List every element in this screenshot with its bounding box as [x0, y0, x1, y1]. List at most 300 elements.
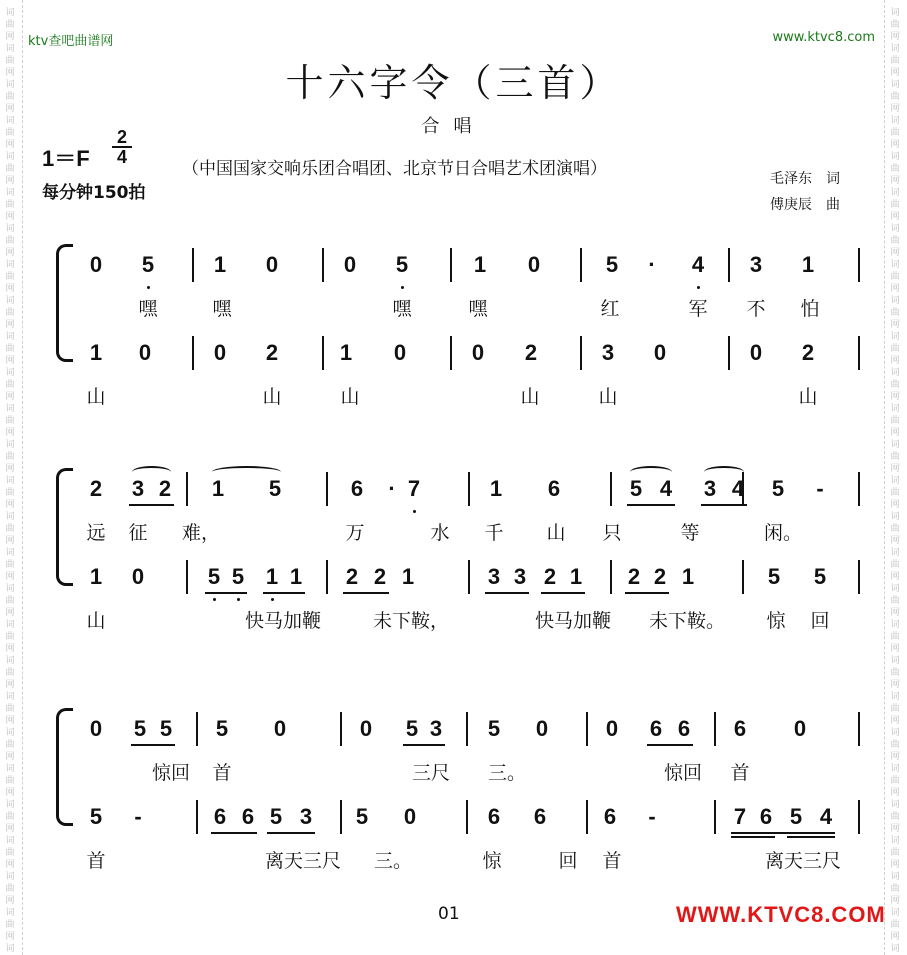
- side-watermark-glyph: 曲: [5, 308, 15, 318]
- lyric: 首: [602, 850, 622, 872]
- note: 5: [813, 564, 827, 589]
- side-watermark-glyph: 网: [890, 536, 900, 546]
- barline: [196, 712, 198, 746]
- side-watermark-glyph: 网: [5, 824, 15, 834]
- note: 3: [429, 716, 443, 741]
- side-watermark-glyph: 曲: [5, 668, 15, 678]
- beam-underline: [731, 832, 835, 834]
- note: 5: [629, 476, 643, 501]
- side-watermark-glyph: 词: [5, 476, 15, 486]
- note: 2: [373, 564, 387, 589]
- tie-arc: [212, 466, 281, 478]
- side-watermark-glyph: 网: [5, 248, 15, 258]
- note: 4: [819, 804, 833, 829]
- side-watermark-glyph: 曲: [5, 920, 15, 930]
- tempo-marking: 每分钟150拍: [42, 183, 146, 203]
- side-watermark-glyph: 词: [890, 872, 900, 882]
- side-watermark-glyph: 词: [5, 80, 15, 90]
- side-watermark-glyph: 词: [5, 512, 15, 522]
- lyric: 未下鞍。: [648, 610, 725, 632]
- side-watermark-glyph: 曲: [890, 272, 900, 282]
- watermark-right: www.ktvc8.com: [772, 30, 875, 45]
- note: 5: [269, 804, 283, 829]
- page-number: 01: [438, 904, 460, 924]
- side-watermark-glyph: 网: [5, 680, 15, 690]
- lyric: 难，: [181, 522, 220, 544]
- note: 5: [133, 716, 147, 741]
- song-subtitle: 合唱: [421, 116, 486, 137]
- side-watermark-glyph: 词: [890, 548, 900, 558]
- note: 4: [731, 476, 745, 501]
- beam-underline: [205, 592, 247, 594]
- note: 1: [473, 252, 487, 277]
- barline: [340, 800, 342, 834]
- side-watermark-glyph: 曲: [890, 920, 900, 930]
- side-watermark-glyph: 网: [890, 896, 900, 906]
- side-watermark-glyph: 词: [890, 692, 900, 702]
- side-watermark-glyph: 曲: [5, 884, 15, 894]
- note: 6: [677, 716, 691, 741]
- watermark-left: ktv查吧曲谱网: [28, 34, 114, 49]
- barline: [580, 336, 582, 370]
- side-watermark-glyph: 网: [890, 212, 900, 222]
- side-watermark-glyph: 网: [890, 464, 900, 474]
- side-watermark-glyph: 网: [5, 104, 15, 114]
- side-watermark-glyph: 网: [5, 608, 15, 618]
- note: 0: [535, 716, 549, 741]
- side-watermark-glyph: 网: [5, 932, 15, 942]
- beam-underline: [647, 744, 693, 746]
- side-watermark-glyph: 曲: [5, 380, 15, 390]
- octave-dot: [213, 598, 216, 601]
- side-watermark-glyph: 曲: [890, 776, 900, 786]
- side-watermark-glyph: 网: [890, 104, 900, 114]
- side-watermark-glyph: 网: [890, 32, 900, 42]
- lyric: 离天三尺: [264, 850, 341, 872]
- side-watermark-glyph: 曲: [5, 272, 15, 282]
- side-watermark-glyph: 曲: [890, 56, 900, 66]
- side-watermark-glyph: 网: [890, 788, 900, 798]
- barline: [466, 800, 468, 834]
- note: 1: [213, 252, 227, 277]
- note: 5: [789, 804, 803, 829]
- note: 0: [343, 252, 357, 277]
- side-watermark-glyph: 曲: [5, 56, 15, 66]
- side-watermark-glyph: 词: [5, 296, 15, 306]
- side-watermark-glyph: 网: [5, 32, 15, 42]
- lyric: 惊: [482, 850, 502, 872]
- note: 0: [403, 804, 417, 829]
- side-watermark-glyph: 词: [890, 368, 900, 378]
- note: 1: [211, 476, 225, 501]
- lyric: 三尺: [411, 762, 450, 784]
- side-watermark-glyph: 词: [5, 404, 15, 414]
- side-watermark-glyph: 曲: [890, 704, 900, 714]
- lyric: 三。: [373, 850, 412, 872]
- note: 0: [273, 716, 287, 741]
- barline: [326, 560, 328, 594]
- side-watermark-glyph: 曲: [5, 416, 15, 426]
- side-watermark-glyph: 曲: [5, 632, 15, 642]
- side-watermark-glyph: 网: [5, 176, 15, 186]
- note: 5: [605, 252, 619, 277]
- octave-dot: [147, 286, 150, 289]
- note: 5: [771, 476, 785, 501]
- side-watermark-glyph: 网: [890, 860, 900, 870]
- note: -: [648, 804, 656, 829]
- left-watermark-strip: [0, 0, 23, 955]
- beam-underline: [787, 836, 835, 838]
- side-watermark-glyph: 词: [890, 44, 900, 54]
- note: 7: [733, 804, 747, 829]
- note: 6: [533, 804, 547, 829]
- note: 3: [487, 564, 501, 589]
- side-watermark-glyph: 词: [5, 8, 15, 18]
- barline: [196, 800, 198, 834]
- note: 6: [547, 476, 561, 501]
- side-watermark-glyph: 曲: [890, 20, 900, 30]
- barline: [468, 472, 470, 506]
- lyric: 万: [345, 522, 365, 544]
- lyric: 山: [598, 386, 618, 408]
- octave-dot: [401, 286, 404, 289]
- side-watermark-glyph: 词: [5, 908, 15, 918]
- side-watermark-glyph: 曲: [890, 380, 900, 390]
- side-watermark-glyph: 词: [5, 44, 15, 54]
- side-watermark-glyph: 词: [890, 836, 900, 846]
- side-watermark-glyph: 词: [890, 224, 900, 234]
- barline: [192, 336, 194, 370]
- lyricist-credit: 毛泽东 词: [770, 171, 840, 187]
- side-watermark-glyph: 网: [890, 176, 900, 186]
- lyric: 征: [128, 522, 148, 544]
- barline: [450, 336, 452, 370]
- side-watermark-glyph: 曲: [5, 92, 15, 102]
- note: 1: [401, 564, 415, 589]
- side-watermark-glyph: 网: [5, 788, 15, 798]
- side-watermark-glyph: 网: [890, 392, 900, 402]
- lyric: 山: [262, 386, 282, 408]
- tie-arc: [630, 466, 672, 478]
- lyric: 嘿: [468, 298, 488, 320]
- lyric: 红: [600, 298, 620, 320]
- octave-dot: [271, 598, 274, 601]
- lyric: 山: [520, 386, 540, 408]
- side-watermark-glyph: 网: [5, 428, 15, 438]
- beam-underline: [627, 504, 675, 506]
- side-watermark-glyph: 曲: [890, 128, 900, 138]
- beam-underline: [541, 592, 585, 594]
- beam-underline: [731, 836, 775, 838]
- side-watermark-glyph: 曲: [890, 884, 900, 894]
- lyric: 首: [730, 762, 750, 784]
- side-watermark-glyph: 曲: [5, 560, 15, 570]
- side-watermark-glyph: 曲: [5, 200, 15, 210]
- barline: [858, 336, 860, 370]
- note: 1: [265, 564, 279, 589]
- side-watermark-glyph: 曲: [5, 344, 15, 354]
- side-watermark-glyph: 网: [890, 284, 900, 294]
- side-watermark-glyph: 网: [890, 824, 900, 834]
- note: 6: [649, 716, 663, 741]
- lyric: 快马加鞭: [244, 610, 321, 632]
- note: -: [134, 804, 142, 829]
- side-watermark-glyph: 词: [890, 260, 900, 270]
- side-watermark-glyph: 曲: [890, 308, 900, 318]
- note: 5: [215, 716, 229, 741]
- note: 1: [569, 564, 583, 589]
- barline: [610, 472, 612, 506]
- side-watermark-glyph: 网: [890, 140, 900, 150]
- note: 2: [524, 340, 538, 365]
- note: 2: [89, 476, 103, 501]
- note: 0: [131, 564, 145, 589]
- side-watermark-glyph: 曲: [890, 740, 900, 750]
- side-watermark-glyph: 网: [5, 860, 15, 870]
- lyric: 山: [86, 386, 106, 408]
- side-watermark-glyph: 网: [890, 248, 900, 258]
- note: 4: [691, 252, 705, 277]
- note: ·: [388, 476, 396, 501]
- octave-dot: [237, 598, 240, 601]
- side-watermark-glyph: 网: [5, 392, 15, 402]
- note: 6: [603, 804, 617, 829]
- side-watermark-glyph: 词: [5, 584, 15, 594]
- barline: [858, 248, 860, 282]
- side-watermark-glyph: 网: [5, 644, 15, 654]
- lyric: 怕: [800, 298, 820, 320]
- lyric: 未下鞍，: [372, 610, 449, 632]
- note: 0: [213, 340, 227, 365]
- system-brace: [56, 708, 73, 826]
- beam-underline: [211, 832, 257, 834]
- barline: [586, 800, 588, 834]
- note: 2: [158, 476, 172, 501]
- system-brace: [56, 244, 73, 362]
- side-watermark-glyph: 词: [5, 332, 15, 342]
- note: 2: [543, 564, 557, 589]
- note: 5: [231, 564, 245, 589]
- note: 5: [487, 716, 501, 741]
- side-watermark-glyph: 网: [890, 644, 900, 654]
- note: 1: [489, 476, 503, 501]
- note: 6: [733, 716, 747, 741]
- barline: [186, 472, 188, 506]
- note: 0: [138, 340, 152, 365]
- lyric: 嘿: [212, 298, 232, 320]
- note: 7: [407, 476, 421, 501]
- barline: [186, 560, 188, 594]
- lyric: 只: [602, 522, 622, 544]
- barline: [468, 560, 470, 594]
- barline: [610, 560, 612, 594]
- lyric: 远: [86, 522, 106, 544]
- beam-underline: [129, 504, 174, 506]
- side-watermark-glyph: 词: [890, 728, 900, 738]
- side-watermark-glyph: 网: [5, 716, 15, 726]
- note: 6: [241, 804, 255, 829]
- note: 5: [767, 564, 781, 589]
- side-watermark-glyph: 曲: [5, 452, 15, 462]
- note: 5: [395, 252, 409, 277]
- note: 5: [268, 476, 282, 501]
- beam-underline: [263, 592, 305, 594]
- side-watermark-glyph: 曲: [890, 164, 900, 174]
- beam-underline: [625, 592, 669, 594]
- lyric: 首: [212, 762, 232, 784]
- side-watermark-glyph: 词: [890, 764, 900, 774]
- lyric: 山: [546, 522, 566, 544]
- note: 5: [405, 716, 419, 741]
- side-watermark-glyph: 曲: [890, 596, 900, 606]
- side-watermark-glyph: 词: [890, 656, 900, 666]
- side-watermark-glyph: 词: [890, 152, 900, 162]
- note: 0: [471, 340, 485, 365]
- side-watermark-glyph: 网: [890, 752, 900, 762]
- note: 0: [749, 340, 763, 365]
- barline: [466, 712, 468, 746]
- beam-underline: [485, 592, 529, 594]
- note: 5: [141, 252, 155, 277]
- song-title: 十六字令（三首）: [285, 61, 622, 105]
- note: 2: [653, 564, 667, 589]
- side-watermark-glyph: 词: [890, 584, 900, 594]
- note: 0: [89, 716, 103, 741]
- note: 2: [801, 340, 815, 365]
- side-watermark-glyph: 词: [5, 116, 15, 126]
- footer-logo: WWW.KTVC8.COM: [676, 902, 886, 927]
- note: 1: [339, 340, 353, 365]
- side-watermark-glyph: 网: [5, 464, 15, 474]
- lyric: 闲。: [763, 522, 802, 544]
- side-watermark-glyph: 词: [890, 512, 900, 522]
- side-watermark-glyph: 网: [890, 716, 900, 726]
- beam-underline: [343, 592, 389, 594]
- note: ·: [648, 252, 656, 277]
- side-watermark-glyph: 词: [5, 800, 15, 810]
- time-signature-bottom: 4: [116, 147, 127, 167]
- note: 2: [627, 564, 641, 589]
- side-watermark-glyph: 网: [890, 500, 900, 510]
- side-watermark-glyph: 词: [5, 548, 15, 558]
- time-signature: [112, 128, 132, 166]
- side-watermark-glyph: 曲: [5, 128, 15, 138]
- side-watermark-glyph: 词: [890, 80, 900, 90]
- note: 5: [159, 716, 173, 741]
- side-watermark-glyph: 网: [5, 752, 15, 762]
- side-watermark-glyph: 词: [890, 440, 900, 450]
- side-watermark-glyph: 曲: [5, 596, 15, 606]
- beam-underline: [131, 744, 175, 746]
- lyric: 快马加鞭: [534, 610, 611, 632]
- lyric: 回: [558, 850, 578, 872]
- side-watermark-glyph: 词: [5, 224, 15, 234]
- side-watermark-glyph: 网: [890, 356, 900, 366]
- lyric: 山: [340, 386, 360, 408]
- note: 6: [213, 804, 227, 829]
- note: 1: [89, 564, 103, 589]
- barline: [742, 560, 744, 594]
- side-watermark-glyph: 网: [890, 932, 900, 942]
- side-watermark-glyph: 网: [5, 320, 15, 330]
- side-watermark-glyph: 词: [5, 836, 15, 846]
- barline: [858, 800, 860, 834]
- side-watermark-glyph: 词: [890, 332, 900, 342]
- octave-dot: [413, 510, 416, 513]
- side-watermark-glyph: 词: [5, 944, 15, 954]
- lyric: 山: [86, 610, 106, 632]
- lyric: 山: [798, 386, 818, 408]
- side-watermark-glyph: 词: [5, 260, 15, 270]
- note: 0: [265, 252, 279, 277]
- note: 3: [601, 340, 615, 365]
- side-watermark-glyph: 曲: [890, 560, 900, 570]
- side-watermark-glyph: 曲: [890, 812, 900, 822]
- side-watermark-glyph: 曲: [890, 344, 900, 354]
- side-watermark-glyph: 词: [5, 692, 15, 702]
- barline: [340, 712, 342, 746]
- side-watermark-glyph: 词: [5, 440, 15, 450]
- side-watermark-glyph: 词: [5, 728, 15, 738]
- lyric: 惊: [766, 610, 786, 632]
- side-watermark-glyph: 词: [5, 368, 15, 378]
- side-watermark-glyph: 曲: [5, 236, 15, 246]
- note: 3: [131, 476, 145, 501]
- side-watermark-glyph: 词: [890, 188, 900, 198]
- side-watermark-glyph: 曲: [5, 20, 15, 30]
- lyric: 军: [688, 298, 708, 320]
- note: 3: [299, 804, 313, 829]
- lyric: 惊回: [151, 762, 190, 784]
- time-signature-top: 2: [112, 128, 132, 148]
- barline: [728, 248, 730, 282]
- side-watermark-glyph: 网: [890, 572, 900, 582]
- system-brace: [56, 468, 73, 586]
- note: 5: [355, 804, 369, 829]
- note: 1: [681, 564, 695, 589]
- side-watermark-glyph: 网: [5, 536, 15, 546]
- side-watermark-glyph: 词: [890, 8, 900, 18]
- side-watermark-glyph: 网: [5, 896, 15, 906]
- note: 2: [265, 340, 279, 365]
- side-watermark-glyph: 曲: [890, 236, 900, 246]
- lyric: 嘿: [392, 298, 412, 320]
- tie-arc: [132, 466, 171, 478]
- note: 0: [527, 252, 541, 277]
- note: 1: [801, 252, 815, 277]
- side-watermark-glyph: 词: [5, 188, 15, 198]
- note: 6: [487, 804, 501, 829]
- note: 0: [89, 252, 103, 277]
- side-watermark-glyph: 网: [890, 320, 900, 330]
- barline: [322, 248, 324, 282]
- barline: [858, 472, 860, 506]
- note: 3: [513, 564, 527, 589]
- lyric: 首: [86, 850, 106, 872]
- side-watermark-glyph: 网: [5, 572, 15, 582]
- side-watermark-glyph: 曲: [890, 848, 900, 858]
- side-watermark-glyph: 词: [5, 620, 15, 630]
- side-watermark-glyph: 曲: [5, 164, 15, 174]
- side-watermark-glyph: 词: [890, 908, 900, 918]
- side-watermark-glyph: 曲: [5, 848, 15, 858]
- side-watermark-glyph: 词: [890, 404, 900, 414]
- side-watermark-glyph: 曲: [5, 488, 15, 498]
- side-watermark-glyph: 词: [5, 152, 15, 162]
- side-watermark-glyph: 网: [5, 68, 15, 78]
- side-watermark-glyph: 网: [5, 356, 15, 366]
- note: -: [816, 476, 824, 501]
